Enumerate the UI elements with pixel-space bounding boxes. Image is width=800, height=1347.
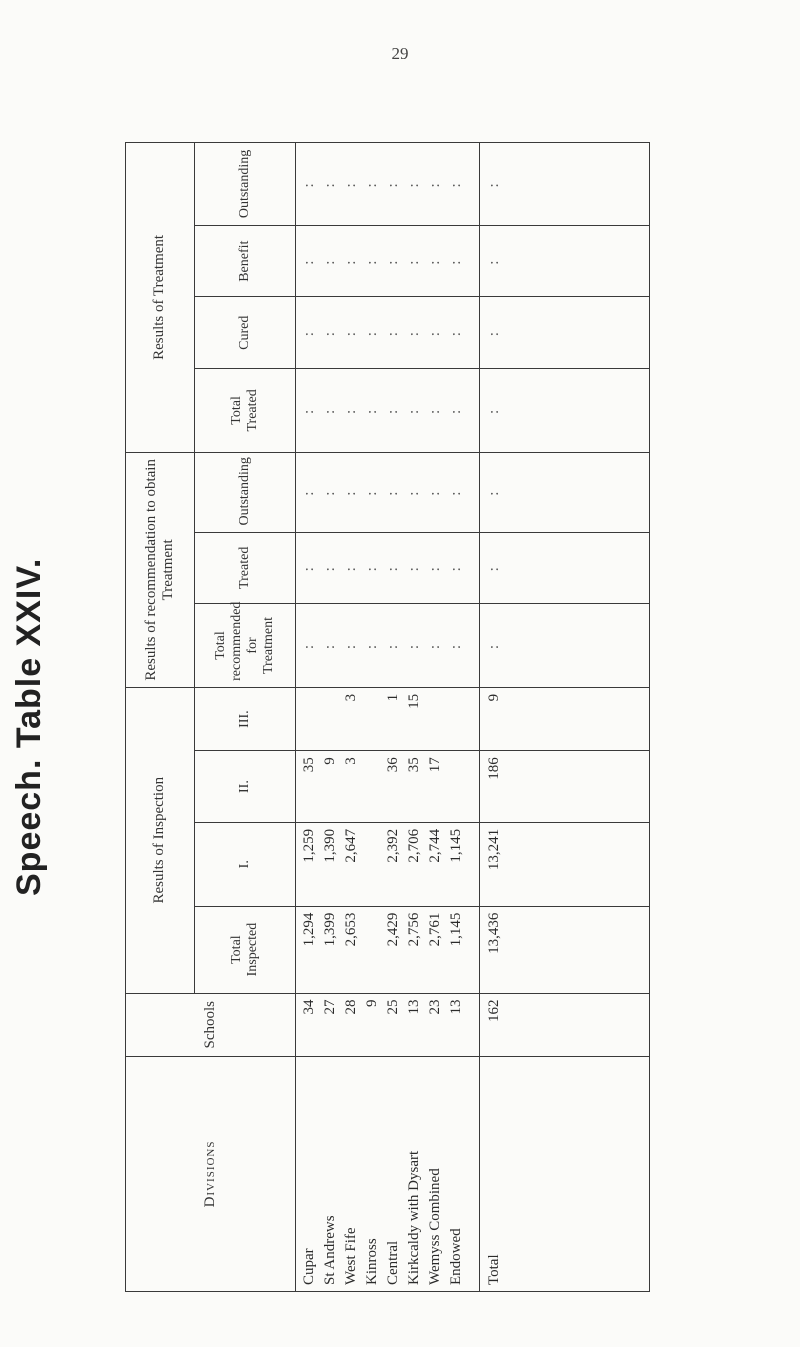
dot-leader: : (427, 180, 443, 188)
grade-2-cell (296, 751, 650, 823)
dot-leader: : (406, 329, 422, 337)
header-cured: Cured (195, 297, 296, 369)
grade-2-value: 17 (427, 757, 443, 773)
inspected-value (362, 913, 383, 987)
dot-leader: : (343, 564, 359, 572)
grade-3-value: 1 (385, 693, 401, 702)
dot-leader: : (486, 488, 502, 496)
dot-leader: : (343, 641, 359, 650)
grade-3-value (446, 694, 467, 744)
schools-value: 13 (448, 999, 464, 1015)
table-side-title: Speech. Table XXIV. (10, 557, 48, 896)
dot-leader: : (322, 488, 338, 496)
dot-leader: : (406, 564, 422, 572)
benefit-cell (296, 225, 650, 297)
grade-1-value: 1,145 (448, 828, 464, 863)
divisions-cell (296, 1056, 650, 1291)
grade-2-value: 35 (406, 757, 422, 773)
total-rule (467, 604, 480, 687)
total-rule (467, 533, 480, 604)
dot-leader: : (406, 180, 422, 188)
total-rule (467, 1057, 480, 1291)
dot-leader: : (364, 257, 380, 265)
division-name: Central (385, 1240, 401, 1285)
dot-leader: : (448, 564, 464, 572)
grade-1-value (362, 829, 383, 900)
header-treatment-group: Results of Treatment (126, 143, 195, 453)
schools-value: 34 (301, 999, 317, 1015)
total-rule (467, 453, 480, 532)
dot-leader: : (322, 641, 338, 650)
schools-cell (296, 993, 650, 1056)
header-treated-rec: Treated (195, 532, 296, 604)
page-number: 29 (391, 44, 409, 63)
dot-leader: : (322, 329, 338, 337)
total-rule (467, 823, 480, 906)
grade-1-value: 2,392 (385, 828, 401, 863)
dot-leader: : (448, 488, 464, 496)
header-divisions: Divisions (126, 1056, 296, 1291)
dot-leader: : (486, 257, 502, 265)
dot-leader: : (486, 329, 502, 337)
dot-leader: : (385, 564, 401, 572)
division-name: Wemyss Combined (427, 1168, 443, 1285)
total-rule (467, 907, 480, 993)
speech-table (125, 142, 650, 1292)
total-treated-cell (296, 368, 650, 452)
schools-value: 23 (427, 999, 443, 1015)
dot-leader: : (364, 564, 380, 572)
grade-2-value (362, 757, 383, 816)
grade-1-cell (296, 822, 650, 906)
grade-1-value: 2,706 (406, 828, 422, 863)
dot-leader: : (448, 257, 464, 265)
total-inspected-cell (296, 906, 650, 993)
total-rule (467, 994, 480, 1056)
dot-leader: : (406, 257, 422, 265)
total-rule (467, 688, 480, 750)
dot-leader: : (301, 641, 317, 650)
dot-leader: : (406, 406, 422, 414)
schools-value: 13 (406, 999, 422, 1015)
header-outstanding-treat: Outstanding (195, 143, 296, 226)
grade-3-value (320, 694, 341, 744)
inspected-value: 1,294 (301, 912, 317, 947)
dot-leader: : (322, 180, 338, 188)
grade-2-value: 9 (322, 757, 338, 765)
dot-leader: : (364, 406, 380, 414)
grade-3-cell (296, 687, 650, 750)
dot-leader: : (385, 488, 401, 496)
total-rule (467, 143, 480, 225)
inspected-value: 2,653 (343, 912, 359, 947)
inspected-value: 2,429 (385, 912, 401, 947)
grade-3-value: 15 (406, 693, 422, 709)
grade-3-value: 3 (343, 693, 359, 702)
dot-leader: : (322, 564, 338, 572)
dot-leader: : (486, 180, 502, 188)
grade-1-value: 1,259 (301, 828, 317, 863)
dot-leader: : (343, 257, 359, 265)
header-inspection-group: Results of Inspection (126, 687, 195, 993)
dot-leader: : (427, 406, 443, 414)
division-name: West Fife (343, 1227, 359, 1285)
dot-leader: : (343, 406, 359, 414)
total-rule (467, 297, 480, 368)
grade-2-value: 3 (343, 757, 359, 765)
division-name: St Andrews (322, 1215, 338, 1285)
dot-leader: : (343, 488, 359, 496)
dot-leader: : (301, 564, 317, 572)
dot-leader: : (427, 257, 443, 265)
dot-leader: : (427, 564, 443, 572)
inspected-value: 1,145 (448, 912, 464, 947)
dot-leader: : (448, 329, 464, 337)
cured-cell (296, 297, 650, 369)
header-grade-3: III. (195, 687, 296, 750)
dot-leader: : (486, 406, 502, 414)
dot-leader: : (301, 488, 317, 496)
inspected-value: 2,761 (427, 912, 443, 947)
dot-leader: : (406, 641, 422, 650)
header-schools: Schools (126, 993, 296, 1056)
grade-3-value (362, 694, 383, 744)
header-total-inspected: Total Inspected (195, 906, 296, 993)
grade-1-total: 13,241 (486, 828, 502, 871)
dot-leader: : (385, 641, 401, 650)
grade-2-total: 186 (486, 757, 502, 780)
dot-leader: : (385, 180, 401, 188)
grade-1-value: 1,390 (322, 828, 338, 863)
dot-leader: : (343, 180, 359, 188)
dot-leader: : (385, 257, 401, 265)
dot-leader: : (448, 406, 464, 414)
dot-leader: : (301, 257, 317, 265)
header-total-recommended: Total recommended for Treatment (195, 604, 296, 688)
dot-leader: : (364, 329, 380, 337)
dot-leader: : (364, 180, 380, 188)
inspected-value: 1,399 (322, 912, 338, 947)
inspected-value: 2,756 (406, 912, 422, 947)
total-label: Total (486, 1254, 502, 1285)
dot-leader: : (301, 329, 317, 337)
header-grade-1: I. (195, 822, 296, 906)
dot-leader: : (322, 257, 338, 265)
dot-leader: : (406, 488, 422, 496)
header-outstanding-rec: Outstanding (195, 452, 296, 532)
grade-1-value: 2,647 (343, 828, 359, 863)
header-recommendation-group: Results of recommendation to obtain Treatment (126, 452, 195, 687)
dot-leader: : (385, 406, 401, 414)
total-rule (467, 751, 480, 822)
outstanding-treat-cell (296, 143, 650, 226)
dot-leader: : (364, 641, 380, 650)
schools-total: 162 (486, 999, 502, 1023)
dot-leader: : (364, 488, 380, 496)
total-rule (467, 226, 480, 297)
header-grade-2: II. (195, 751, 296, 823)
dot-leader: : (448, 180, 464, 188)
grade-2-value: 35 (301, 757, 317, 773)
division-name: Cupar (301, 1248, 317, 1285)
dot-leader: : (301, 180, 317, 188)
grade-3-value (299, 694, 320, 744)
schools-value: 25 (385, 999, 401, 1015)
grade-3-total: 9 (486, 693, 502, 702)
schools-value: 28 (343, 999, 359, 1015)
dot-leader: : (427, 329, 443, 337)
dot-leader: : (427, 488, 443, 496)
dot-leader: : (343, 329, 359, 337)
rotated-table-wrapper (125, 142, 650, 1292)
total-recommended-cell (296, 604, 650, 688)
treated-rec-cell (296, 532, 650, 604)
inspected-total: 13,436 (486, 912, 502, 954)
grade-3-value (425, 694, 446, 744)
division-name: Kirkcaldy with Dysart (406, 1150, 422, 1285)
grade-2-value (446, 757, 467, 816)
grade-2-value: 36 (385, 757, 401, 773)
schools-value: 27 (322, 999, 338, 1015)
schools-value: 9 (364, 999, 380, 1008)
dot-leader: : (427, 641, 443, 650)
header-total-treated: Total Treated (195, 368, 296, 452)
dot-leader: : (448, 641, 464, 650)
dot-leader: : (301, 406, 317, 414)
total-rule (467, 369, 480, 452)
grade-1-value: 2,744 (427, 828, 443, 863)
division-name: Endowed (448, 1228, 464, 1285)
dot-leader: : (322, 406, 338, 414)
division-name: Kinross (364, 1238, 380, 1285)
outstanding-rec-cell (296, 452, 650, 532)
header-benefit: Benefit (195, 225, 296, 297)
dot-leader: : (385, 329, 401, 337)
dot-leader: : (486, 564, 502, 572)
dot-leader: : (486, 641, 502, 650)
